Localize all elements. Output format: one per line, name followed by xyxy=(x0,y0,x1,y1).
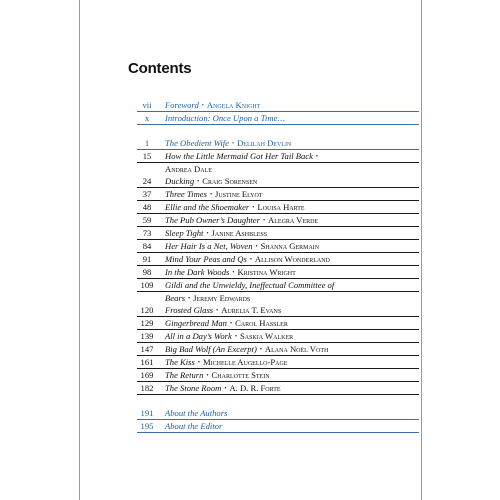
page-number: 120 xyxy=(140,305,154,315)
toc-group xyxy=(137,137,419,395)
toc-entry[interactable] xyxy=(137,317,419,330)
entry-author: Louisa Harte xyxy=(257,202,305,212)
entry-title: Ellie and the Shoemaker xyxy=(165,202,250,212)
entry-title: Mind Your Peas and Qs xyxy=(165,254,247,264)
page-number: 15 xyxy=(142,151,152,161)
toc-entry xyxy=(137,292,419,304)
entry-title: The Obedient Wife xyxy=(165,138,229,148)
page-number: 195 xyxy=(140,421,154,431)
toc-entry[interactable] xyxy=(137,356,419,369)
entry-text xyxy=(165,420,222,432)
entry-text xyxy=(165,356,287,369)
toc-entry[interactable] xyxy=(137,343,419,356)
separator-bullet: • xyxy=(232,270,235,276)
page-number: 98 xyxy=(142,267,152,277)
page-number: 191 xyxy=(140,408,154,418)
entry-author: Craig Sorensen xyxy=(202,176,258,186)
toc-entry[interactable] xyxy=(137,99,419,112)
book-page xyxy=(79,0,422,500)
entry-title: Her Hair Is a Net, Woven xyxy=(165,241,253,251)
entry-title: The Pub Owner’s Daughter xyxy=(165,215,260,225)
page-number: vii xyxy=(142,100,152,110)
page-number: 109 xyxy=(140,280,154,290)
page-number: 24 xyxy=(142,176,152,186)
toc-entry[interactable] xyxy=(137,253,419,266)
entry-author: Jeremy Edwards xyxy=(193,293,251,303)
toc-entry[interactable] xyxy=(137,330,419,343)
entry-title: About the Authors xyxy=(165,408,228,418)
entry-title: Big Bad Wolf (An Excerpt) xyxy=(165,344,257,354)
separator-bullet: • xyxy=(201,103,204,109)
toc-group xyxy=(137,99,419,125)
entry-author: Alegra Verde xyxy=(268,215,319,225)
entry-author: Janine Ashbless xyxy=(211,228,268,238)
page-number: 59 xyxy=(142,215,152,225)
toc-group xyxy=(137,407,419,433)
separator-bullet: • xyxy=(262,218,266,224)
entry-author: Aurelia T. Evans xyxy=(221,305,282,315)
separator-bullet: • xyxy=(231,141,235,147)
page-number: 73 xyxy=(142,228,152,238)
toc-entry[interactable] xyxy=(137,188,419,201)
entry-title: About the Editor xyxy=(165,421,223,431)
toc-entry[interactable] xyxy=(137,175,419,188)
toc-entry[interactable] xyxy=(137,304,419,317)
separator-bullet: • xyxy=(206,373,209,379)
page-number: 147 xyxy=(140,344,154,354)
entry-text xyxy=(165,304,281,317)
entry-text xyxy=(165,317,288,330)
separator-bullet: • xyxy=(197,360,200,366)
entry-author: Justine Elyot xyxy=(215,189,263,199)
toc-entry[interactable] xyxy=(137,227,419,240)
toc-entry[interactable] xyxy=(137,407,419,420)
entry-text xyxy=(165,407,227,419)
entry-title: Sleep Tight xyxy=(165,228,204,238)
entry-title: How the Little Mermaid Got Her Tail Back xyxy=(165,151,313,161)
separator-bullet: • xyxy=(259,347,262,353)
entry-text xyxy=(165,227,267,240)
entry-text xyxy=(165,279,334,291)
entry-title: Foreword xyxy=(165,100,199,110)
entry-text xyxy=(165,112,285,124)
separator-bullet: • xyxy=(249,257,252,263)
entry-author: Allison Wonderland xyxy=(254,254,330,264)
entry-author: Saskia Walker xyxy=(239,331,294,341)
page-number: x xyxy=(144,113,150,123)
separator-bullet: • xyxy=(216,308,219,314)
page-number: 129 xyxy=(140,318,154,328)
entry-text xyxy=(165,163,212,175)
entry-author: Andrea Dale xyxy=(165,164,212,174)
toc-entry xyxy=(137,163,419,175)
page-number: 1 xyxy=(144,138,150,148)
entry-author: Michelle Augello-Page xyxy=(202,357,288,367)
entry-author: Angela Knight xyxy=(206,100,261,110)
page-number: 139 xyxy=(140,331,154,341)
entry-text xyxy=(165,214,318,227)
entry-title: In the Dark Woods xyxy=(165,267,230,277)
entry-text xyxy=(165,253,330,266)
page-number: 91 xyxy=(142,254,152,264)
separator-bullet: • xyxy=(209,192,213,198)
entry-title: Bears xyxy=(165,293,186,303)
separator-bullet: • xyxy=(234,334,237,340)
entry-title: Three Times xyxy=(165,189,207,199)
toc-entry[interactable] xyxy=(137,137,419,150)
entry-text xyxy=(165,343,328,356)
toc-entry[interactable] xyxy=(137,240,419,253)
page-number: 169 xyxy=(140,370,154,380)
separator-bullet: • xyxy=(255,244,258,250)
entry-author: Alana Noël Voth xyxy=(264,344,329,354)
page-number: 84 xyxy=(142,241,152,251)
separator-bullet: • xyxy=(197,179,200,185)
entry-text xyxy=(165,188,263,201)
entry-author: Delilah Devlin xyxy=(237,138,292,148)
entry-author: Kristina Wright xyxy=(237,267,296,277)
entry-title: All in a Day’s Work xyxy=(165,331,232,341)
entry-title: The Kiss xyxy=(165,357,195,367)
entry-text xyxy=(165,99,260,112)
entry-author: Carol Hassler xyxy=(235,318,288,328)
toc-entry[interactable] xyxy=(137,279,419,292)
toc-entry[interactable] xyxy=(137,214,419,227)
toc-entry[interactable] xyxy=(137,201,419,214)
entry-title: Frosted Glass xyxy=(165,305,214,315)
entry-text xyxy=(165,175,257,188)
separator-bullet: • xyxy=(224,386,227,392)
entry-author: Charlotte Stein xyxy=(211,370,270,380)
entry-title: Gingerbread Man xyxy=(165,318,227,328)
toc-entry[interactable] xyxy=(137,382,419,395)
toc-entry[interactable] xyxy=(137,112,419,125)
table-of-contents xyxy=(137,99,419,433)
entry-title: The Stone Room xyxy=(165,383,222,393)
entry-title: Ducking xyxy=(165,176,195,186)
entry-title: Introduction: Once Upon a Time… xyxy=(165,113,285,123)
page-number: 182 xyxy=(140,383,154,393)
toc-entry[interactable] xyxy=(137,266,419,279)
page-number: 161 xyxy=(140,357,154,367)
page-number: 37 xyxy=(142,189,152,199)
entry-author: Shanna Germain xyxy=(260,241,320,251)
page-title: Contents xyxy=(128,60,192,77)
entry-text xyxy=(165,330,293,343)
entry-text xyxy=(165,150,321,163)
entry-text xyxy=(165,382,281,395)
toc-entry[interactable] xyxy=(137,420,419,433)
entry-title: The Return xyxy=(165,370,204,380)
separator-bullet: • xyxy=(315,154,319,160)
entry-text xyxy=(165,266,296,279)
page-number: 48 xyxy=(142,202,152,212)
separator-bullet: • xyxy=(206,231,209,237)
entry-text xyxy=(165,240,319,253)
entry-text xyxy=(165,369,270,382)
separator-bullet: • xyxy=(188,296,191,302)
entry-text xyxy=(165,201,305,214)
separator-bullet: • xyxy=(229,321,233,327)
entry-text xyxy=(165,137,291,150)
toc-entry[interactable] xyxy=(137,369,419,382)
entry-author: A. D. R. Forte xyxy=(229,383,281,393)
entry-title: Gildi and the Unwieldy, Ineffectual Committee of xyxy=(165,280,335,290)
separator-bullet: • xyxy=(252,205,255,211)
toc-entry[interactable] xyxy=(137,150,419,163)
